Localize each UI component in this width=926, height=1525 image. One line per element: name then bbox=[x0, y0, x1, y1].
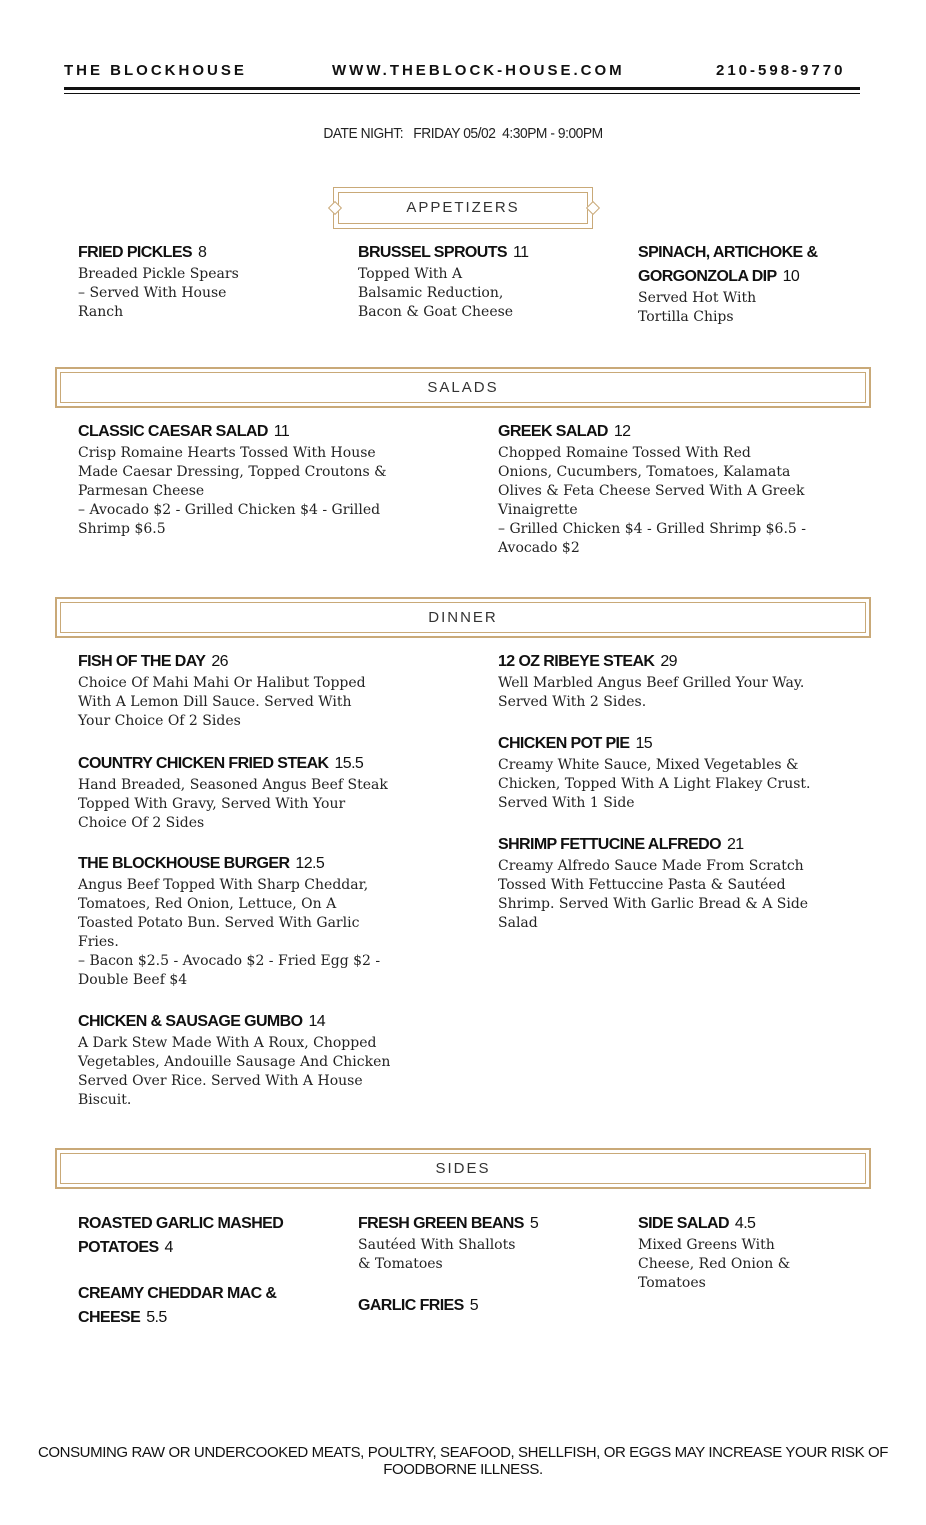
item-description: Breaded Pickle Spears – Served With House Ranch bbox=[78, 266, 239, 320]
appetizers-heading: APPETIZERS bbox=[406, 199, 520, 216]
item-name: GREEK SALAD bbox=[498, 423, 608, 440]
menu-item bbox=[358, 1294, 618, 1318]
item-name: POTATOES bbox=[78, 1239, 159, 1256]
menu-item bbox=[638, 241, 868, 327]
menu-item bbox=[78, 752, 418, 833]
item-price: 5 bbox=[529, 1215, 539, 1232]
item-description: Creamy White Sauce, Mixed Vegetables & Chicken, Topped With A Light Flakey Crust. Served With 1 Side bbox=[498, 757, 811, 811]
menu-item bbox=[498, 732, 838, 813]
menu-item bbox=[498, 420, 838, 558]
item-description: A Dark Stew Made With A Roux, Chopped Vegetables, Andouille Sausage And Chicken Served Over Rice. Served With A House Biscuit. bbox=[78, 1035, 391, 1108]
item-name: CLASSIC CAESAR SALAD bbox=[78, 423, 268, 440]
menu-header bbox=[64, 62, 860, 84]
dinner-heading: DINNER bbox=[428, 609, 498, 626]
food-safety-disclaimer: CONSUMING RAW OR UNDERCOOKED MEATS, POULTRY, SEAFOOD, SHELLFISH, OR EGGS MAY INCREASE YOUR RISK OF FOODBORNE ILLNESS. bbox=[37, 1444, 889, 1478]
item-name: GARLIC FRIES bbox=[358, 1297, 464, 1314]
sides-heading: SIDES bbox=[435, 1160, 491, 1177]
item-price: 21 bbox=[726, 836, 744, 853]
item-description: Angus Beef Topped With Sharp Cheddar, Tomatoes, Red Onion, Lettuce, On A Toasted Potato Bun. Served With Garlic Fries. – Bacon $2.5 - Avocado $2 - Fried Egg $2 - Double Beef $4 bbox=[78, 877, 381, 988]
menu-item bbox=[78, 420, 408, 539]
salads-heading-band bbox=[55, 367, 871, 408]
menu-item bbox=[78, 241, 328, 322]
menu-item bbox=[78, 650, 418, 731]
menu-item bbox=[78, 852, 418, 990]
item-name: ROASTED GARLIC MASHED bbox=[78, 1215, 284, 1232]
item-price: 12 bbox=[613, 423, 631, 440]
menu-item bbox=[498, 833, 838, 933]
item-name: SPINACH, ARTICHOKE & bbox=[638, 244, 818, 261]
item-description: Sautéed With Shallots & Tomatoes bbox=[358, 1237, 516, 1272]
item-description: Well Marbled Angus Beef Grilled Your Way. Served With 2 Sides. bbox=[498, 675, 805, 710]
appetizers-heading-frame bbox=[333, 187, 593, 229]
item-description: Crisp Romaine Hearts Tossed With House Made Caesar Dressing, Topped Croutons & Parmesan Cheese – Avocado $2 - Grilled Chicken $4 - Grilled Shrimp $6.5 bbox=[78, 445, 387, 537]
item-name: GORGONZOLA DIP bbox=[638, 268, 777, 285]
item-name: SIDE SALAD bbox=[638, 1215, 729, 1232]
website-link[interactable]: WWW.THEBLOCK-HOUSE.COM bbox=[332, 62, 625, 79]
item-name: COUNTRY CHICKEN FRIED STEAK bbox=[78, 755, 329, 772]
item-description: Topped With A Balsamic Reduction, Bacon & Goat Cheese bbox=[358, 266, 514, 320]
item-description: Choice Of Mahi Mahi Or Halibut Topped With A Lemon Dill Sauce. Served With Your Choice Of 2 Sides bbox=[78, 675, 366, 729]
header-rule-thick bbox=[64, 87, 860, 90]
item-price: 12.5 bbox=[295, 855, 325, 872]
date-night-info: DATE NIGHT: FRIDAY 05/02 4:30PM - 9:00PM bbox=[323, 125, 603, 142]
item-name: BRUSSEL SPROUTS bbox=[358, 244, 507, 261]
item-name: FRESH GREEN BEANS bbox=[358, 1215, 524, 1232]
menu-item bbox=[358, 1212, 618, 1274]
item-price: 29 bbox=[660, 653, 677, 670]
menu-item bbox=[78, 1282, 338, 1330]
item-description: Mixed Greens With Cheese, Red Onion & Tomatoes bbox=[638, 1237, 791, 1291]
item-price: 15 bbox=[635, 735, 653, 752]
dinner-heading-band bbox=[55, 597, 871, 638]
item-name: SHRIMP FETTUCINE ALFREDO bbox=[498, 836, 721, 853]
item-price: 26 bbox=[211, 653, 228, 670]
phone-number[interactable]: 210-598-9770 bbox=[716, 62, 846, 79]
item-name: THE BLOCKHOUSE BURGER bbox=[78, 855, 290, 872]
item-name: FRIED PICKLES bbox=[78, 244, 192, 261]
salads-heading: SALADS bbox=[427, 379, 499, 396]
item-price: 5 bbox=[469, 1297, 479, 1314]
item-price: 4 bbox=[164, 1239, 173, 1256]
menu-item bbox=[78, 1010, 418, 1110]
item-price: 8 bbox=[198, 244, 207, 261]
menu-item bbox=[78, 1212, 338, 1260]
item-name: CHICKEN & SAUSAGE GUMBO bbox=[78, 1013, 303, 1030]
item-description: Served Hot With Tortilla Chips bbox=[638, 290, 757, 325]
item-name: 12 OZ RIBEYE STEAK bbox=[498, 653, 655, 670]
item-price: 15.5 bbox=[334, 755, 364, 772]
item-price: 11 bbox=[512, 244, 529, 261]
item-price: 10 bbox=[782, 268, 800, 285]
item-price: 4.5 bbox=[734, 1215, 756, 1232]
item-name: FISH OF THE DAY bbox=[78, 653, 206, 670]
header-rule-thin bbox=[64, 93, 860, 94]
item-price: 5.5 bbox=[146, 1309, 167, 1326]
menu-item bbox=[358, 241, 608, 322]
item-name: CHEESE bbox=[78, 1309, 141, 1326]
item-name: CHICKEN POT PIE bbox=[498, 735, 630, 752]
item-name: CREAMY CHEDDAR MAC & bbox=[78, 1285, 277, 1302]
sides-heading-band bbox=[55, 1148, 871, 1189]
item-description: Hand Breaded, Seasoned Angus Beef Steak Topped With Gravy, Served With Your Choice Of 2 Sides bbox=[78, 777, 388, 831]
item-description: Chopped Romaine Tossed With Red Onions, Cucumbers, Tomatoes, Kalamata Olives & Feta Cheese Served With A Greek Vinaigrette – Grilled Chicken $4 - Grilled Shrimp $6.5 - Avocado $2 bbox=[498, 445, 807, 556]
item-price: 11 bbox=[273, 423, 290, 440]
restaurant-name: THE BLOCKHOUSE bbox=[64, 62, 247, 79]
menu-item bbox=[638, 1212, 868, 1293]
item-price: 14 bbox=[308, 1013, 326, 1030]
menu-item bbox=[498, 650, 838, 712]
item-description: Creamy Alfredo Sauce Made From Scratch Tossed With Fettuccine Pasta & Sautéed Shrimp. Served With Garlic Bread & A Side Salad bbox=[498, 858, 809, 931]
